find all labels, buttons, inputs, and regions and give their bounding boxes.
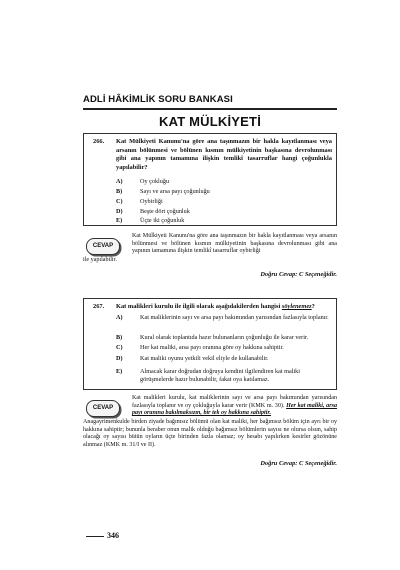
option-letter: B): [116, 334, 123, 341]
correct-answer: Doğru Cevap: C Seçeneğidir.: [260, 271, 337, 278]
answer-text: [132, 395, 337, 418]
option-letter: D): [116, 355, 123, 362]
option-letter: C): [116, 344, 123, 351]
option-text: Oybirliği: [140, 198, 163, 205]
footer-rule: [86, 536, 104, 537]
answer-badge: CEVAP: [86, 400, 120, 417]
option-text: Üçte iki çoğunluk: [140, 217, 185, 224]
option-text: Kat maliklerinin sayı ve arsa payı bakımından yarısından fazlasıyla toplanır.: [140, 314, 329, 321]
answer-badge: CEVAP: [86, 238, 120, 255]
correct-answer: Doğru Cevap: C Seçeneğidir.: [260, 460, 337, 467]
option-letter: C): [116, 198, 123, 205]
answer-emphasis: Her kat maliki, arsa payı oranına bakılmaksızın, bir tek oy hakkına sahiptir.: [132, 402, 337, 417]
option-text: Sayı ve arsa payı çoğunluğu: [140, 188, 210, 195]
option-text: Her kat maliki, arsa payı oranına göre oy hakkına sahiptir.: [140, 344, 284, 351]
option-letter: A): [116, 178, 123, 185]
question-266-box: [83, 133, 337, 226]
option-letter: E): [116, 217, 123, 224]
header-rule: [83, 108, 337, 110]
option-text: Oy çokluğu: [140, 178, 170, 185]
chapter-title: KAT MÜLKİYETİ: [158, 114, 262, 129]
option-letter: E): [116, 368, 123, 375]
option-text: Beşte dört çoğunluk: [140, 208, 190, 215]
question-text: [116, 303, 332, 312]
option-letter: B): [116, 188, 123, 195]
page-number: 346: [107, 531, 119, 540]
answer-text-continued: ile yapılabilir.: [83, 257, 117, 263]
option-text: Almacak karar doğrudan doğruya kendini ilgilendiren kat maliki görüşmelerde hazır bulunabilir, fakat oya katılamaz.: [140, 368, 300, 383]
option-letter: D): [116, 208, 123, 215]
question-text-main: Kat malikleri kurulu ile ilgili olarak aşağıdakilerden hangisi: [116, 303, 281, 310]
option-text: Kat maliki oyunu yetkili vekil eliyle de kullanabilir.: [140, 355, 269, 362]
answer-text-main: Kat malikleri kurulu, kat maliklerinin sayı ve arsa payı bakımından yarısından fazlasıyla toplanır ve oy çokluğuyla karar verir (KMK m. 30).: [132, 395, 337, 409]
question-text-end: ?: [311, 303, 315, 310]
question-number: 267.: [93, 303, 105, 310]
answer-text-continued: Anagayrimenkulde birden ziyade bağımsız bölümü olan kat maliki, her bağımsız bölüm için ayrı bir oy hakkına sahiptir; bununla beraber onun malik olduğu bağımsız bölümlerin sayısı ne olursa olsun, sahip olacağı oy sayısı bütün oyların üçte birinden fazla olamaz; oy hesabı yapılırken kesirler gözönüne alınmaz (KMK m. 31/I ve II).: [83, 419, 337, 449]
question-text: Kat Mülkiyeti Kanunu'na göre ana taşınmazın bir hakla kayıtlanması veya arsanın bölünmesi ve bölünen kısmın mülkiyetinin başkasına devrolunması gibi ana yapının tamamına ilişkin temlikî tasarruflar hangi çoğunlukla yapılabilir?: [116, 138, 332, 171]
answer-text: Kat Mülkiyeti Kanunu'na göre ana taşınmazın bir hakla kayıtlanması veya arsanın bölünmesi ve bölünen kısmın mülkiyetinin başkasına devrolunması gibi ana yapının tamamına ilişkin temlikî tasarruflar oybirliği: [132, 233, 337, 255]
option-text: Kural olarak toplantıda hazır bulunanların çoğunluğu ile karar verir.: [140, 334, 309, 341]
question-267-box: [83, 298, 337, 390]
question-number: 266.: [93, 138, 105, 145]
book-title: ADLİ HÂKİMLİK SORU BANKASI: [83, 94, 233, 105]
question-emphasis: söylenemez: [281, 303, 312, 310]
option-letter: A): [116, 314, 123, 321]
